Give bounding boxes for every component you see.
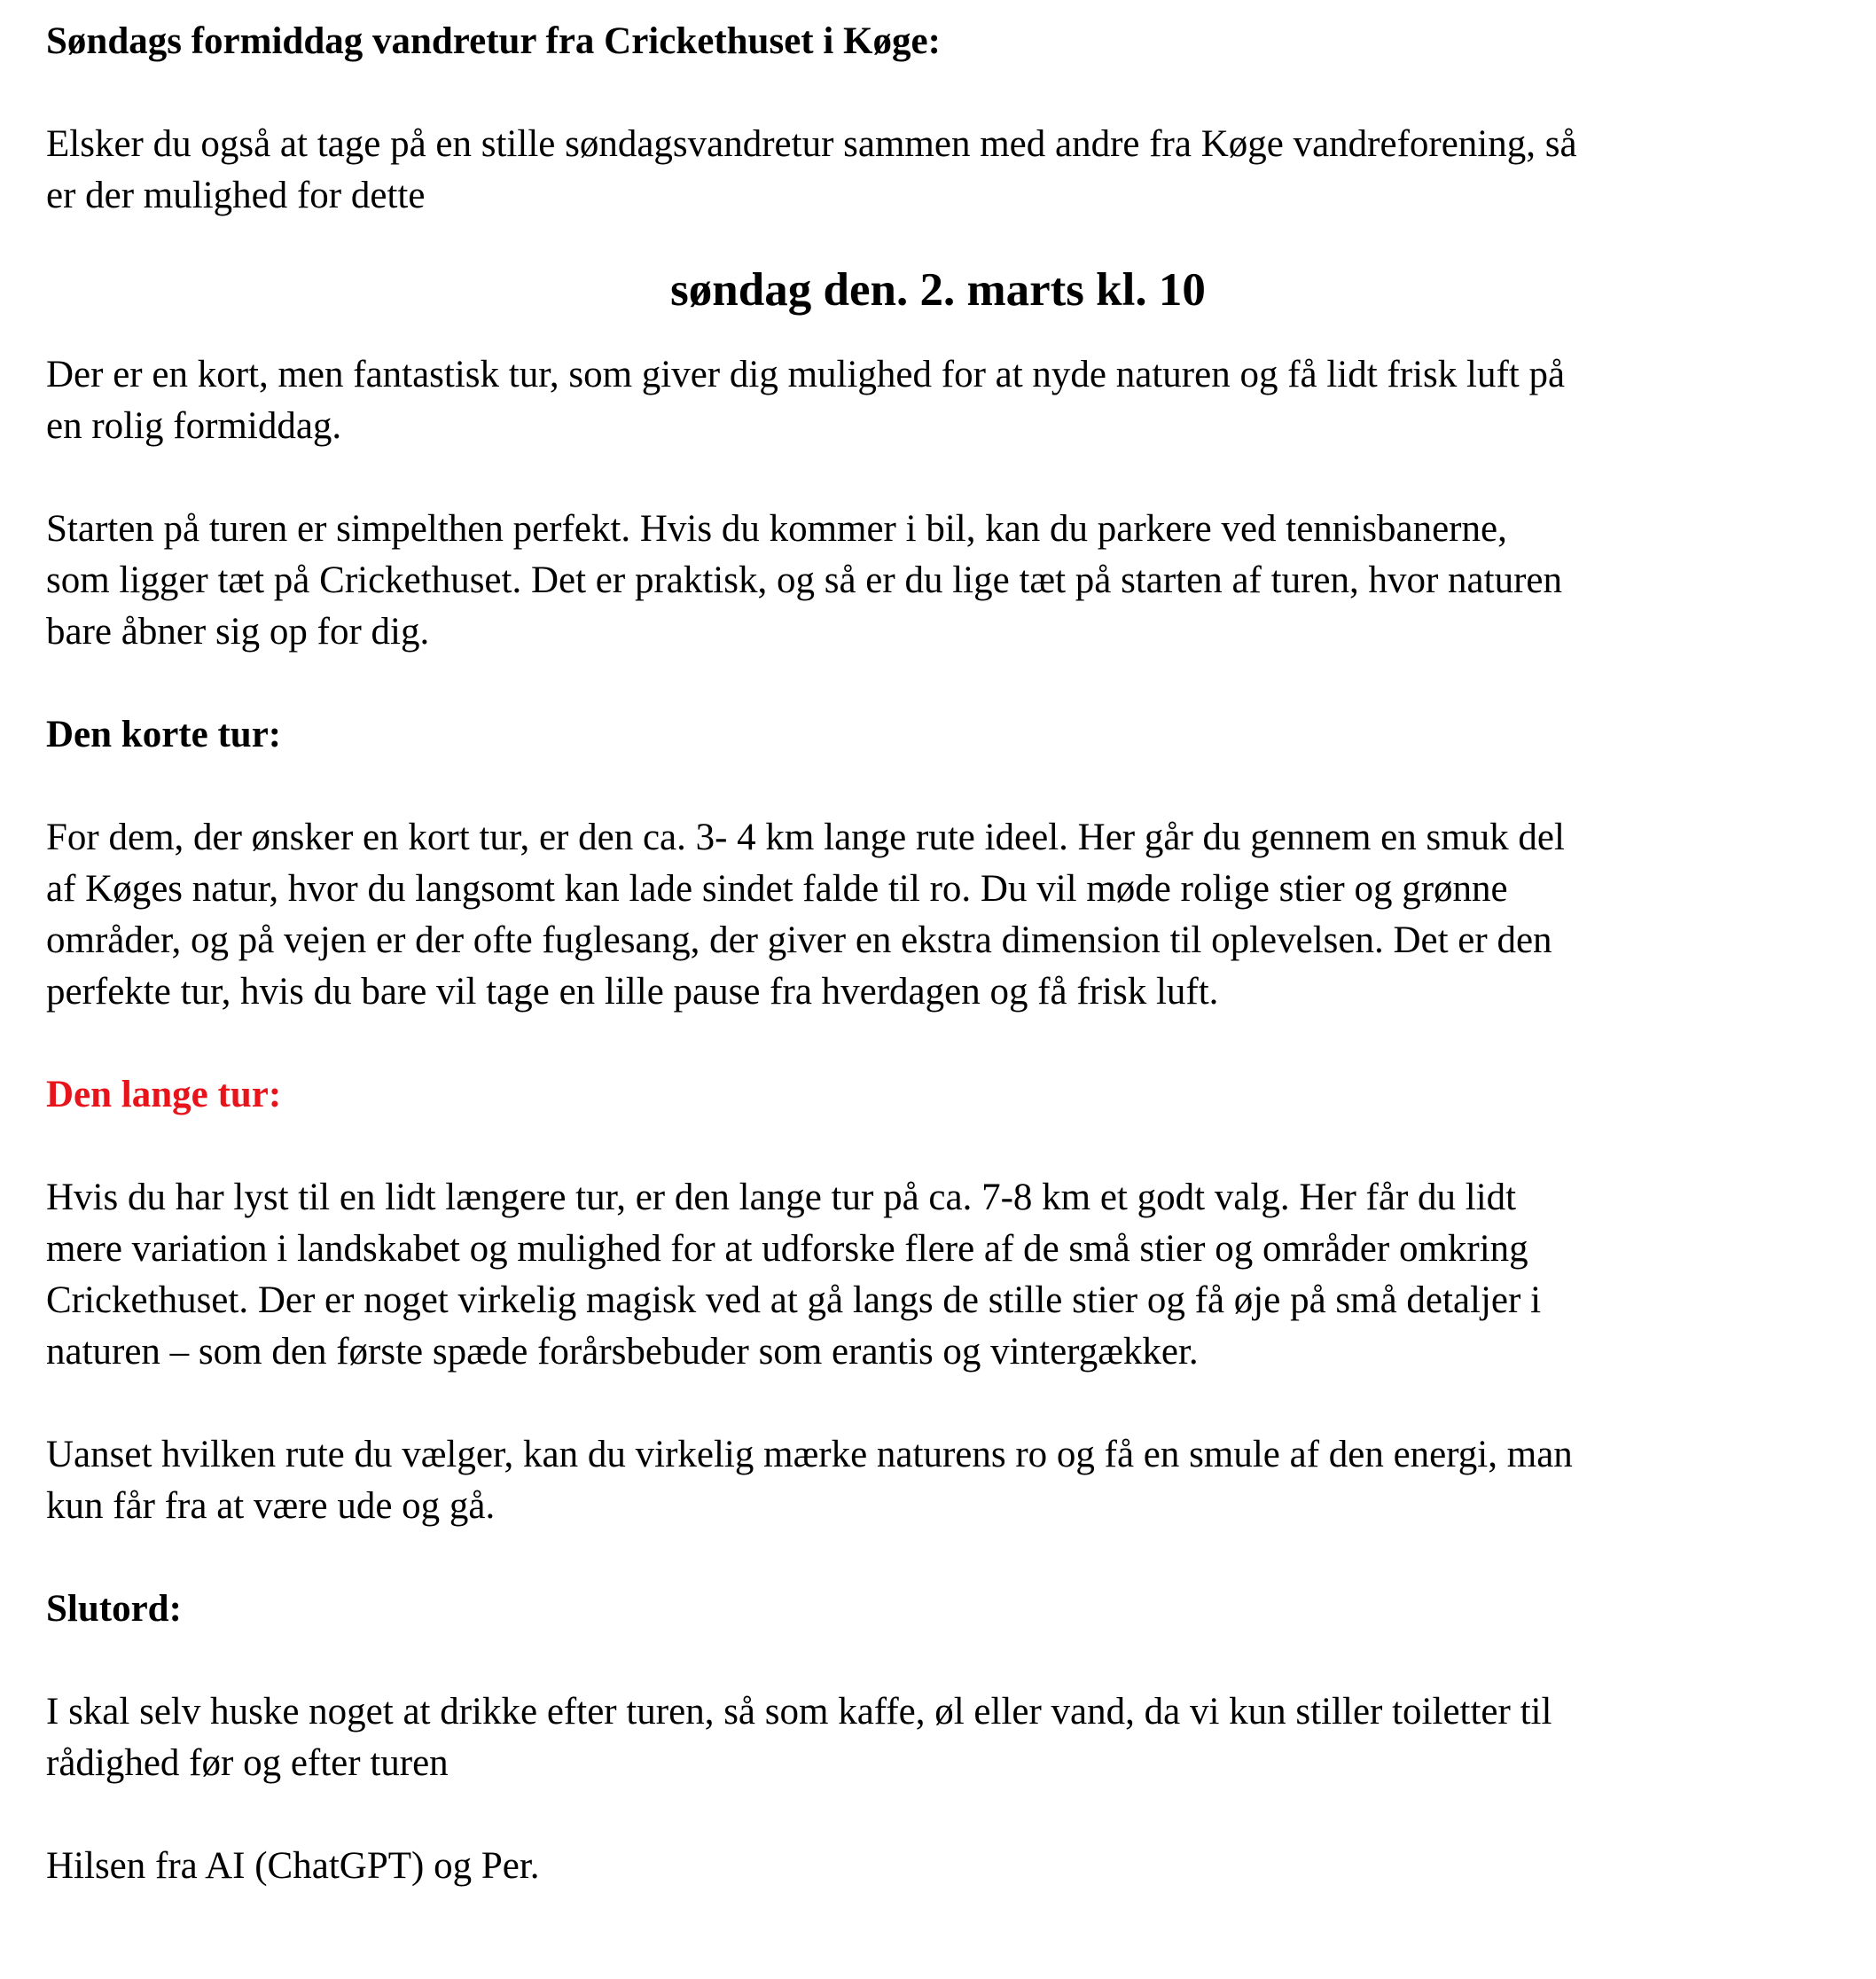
text-line: I skal selv huske noget at drikke efter turen, så som kaffe, øl eller vand, da vi kun stiller toiletter til [46, 1691, 1552, 1733]
final-paragraph [46, 1686, 1837, 1789]
document-title: Søndags formiddag vandretur fra Crickethuset i Køge: [46, 20, 941, 62]
text-line: perfekte tur, hvis du bare vil tage en lille pause fra hverdagen og få frisk luft. [46, 971, 1219, 1013]
text-line: rådighed før og efter turen [46, 1742, 449, 1784]
paragraph-start [46, 504, 1837, 658]
spacer [46, 321, 1876, 349]
text-line: af Køges natur, hvor du langsomt kan lade sindet falde til ro. Du vil møde rolige stier og grønne [46, 868, 1508, 910]
text-line: Crickethuset. Der er noget virkelig magisk ved at gå langs de stille stier og få øje på små detaljer i [46, 1279, 1542, 1321]
text-line: kun får fra at være ude og gå. [46, 1485, 496, 1527]
text-line: mere variation i landskabet og mulighed for at udforske flere af de små stier og områder omkring [46, 1228, 1528, 1270]
text-line: Starten på turen er simpelthen perfekt. Hvis du kommer i bil, kan du parkere ved tennisbanerne, [46, 508, 1507, 550]
event-date: søndag den. 2. marts kl. 10 [670, 264, 1206, 316]
text-line: For dem, der ønsker en kort tur, er den ca. 3- 4 km lange rute ideel. Her går du gennem en smuk del [46, 817, 1565, 858]
text-line: Hvis du har lyst til en lidt længere tur, er den lange tur på ca. 7-8 km et godt valg. Her får du lidt [46, 1177, 1517, 1218]
long-tour-paragraph [46, 1172, 1837, 1378]
text-line: bare åbner sig op for dig. [46, 611, 430, 653]
spacer [46, 761, 1876, 812]
text-line: en rolig formiddag. [46, 405, 342, 447]
final-heading: Slutord: [46, 1588, 182, 1630]
spacer [46, 1532, 1876, 1584]
spacer [46, 452, 1876, 504]
text-line: områder, og på vejen er der ofte fuglesang, der giver en ekstra dimension til oplevelsen. Det er den [46, 919, 1552, 961]
long-tour-heading: Den lange tur: [46, 1074, 282, 1115]
spacer [46, 1789, 1876, 1841]
text-line: som ligger tæt på Crickethuset. Det er praktisk, og så er du lige tæt på starten af turen, hvor naturen [46, 559, 1562, 601]
spacer [46, 1121, 1876, 1172]
paragraph-intro-tour [46, 349, 1837, 452]
short-tour-paragraph [46, 812, 1837, 1018]
spacer [46, 1635, 1876, 1686]
spacer [46, 67, 1876, 119]
short-tour-heading: Den korte tur: [46, 714, 282, 755]
text-line: naturen – som den første spæde forårsbebuder som erantis og vintergækker. [46, 1331, 1199, 1373]
signature: Hilsen fra AI (ChatGPT) og Per. [46, 1845, 540, 1887]
text-line: Uanset hvilken rute du vælger, kan du virkelig mærke naturens ro og få en smule af den energi, man [46, 1434, 1573, 1475]
spacer [46, 658, 1876, 709]
spacer [46, 222, 1876, 259]
closing-paragraph [46, 1429, 1837, 1532]
intro-paragraph [46, 119, 1837, 222]
text-line: Elsker du også at tage på en stille søndagsvandretur sammen med andre fra Køge vandreforening, så [46, 123, 1577, 165]
spacer [46, 1378, 1876, 1429]
text-line: er der mulighed for dette [46, 175, 426, 216]
spacer [46, 1018, 1876, 1069]
text-line: Der er en kort, men fantastisk tur, som giver dig mulighed for at nyde naturen og få lidt frisk luft på [46, 354, 1566, 395]
